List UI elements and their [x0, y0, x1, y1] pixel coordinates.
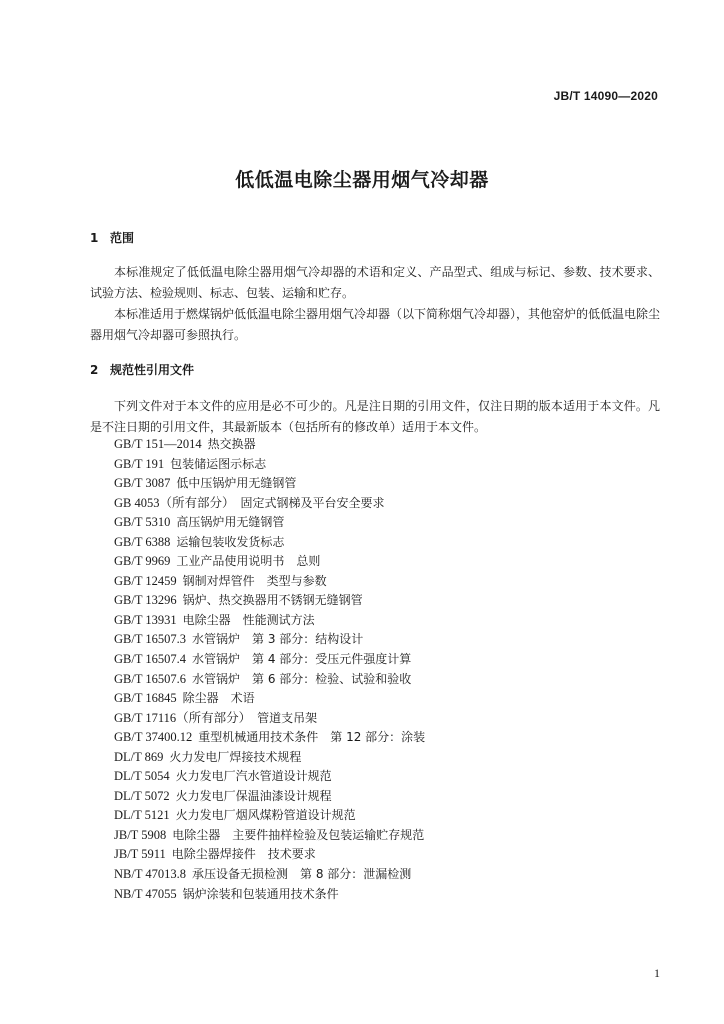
reference-name: 固定式钢梯及平台安全要求	[240, 495, 385, 510]
reference-code: DL/T 5121	[114, 808, 170, 823]
reference-name: 运输包装收发货标志	[176, 534, 285, 549]
reference-name: 重型机械通用技术条件 第 12 部分：涂装	[198, 730, 426, 745]
reference-item	[114, 728, 425, 748]
section-number: 1	[90, 231, 99, 245]
reference-item	[114, 826, 425, 846]
reference-item	[114, 865, 425, 885]
reference-name: 钢制对焊管件 类型与参数	[182, 573, 327, 588]
normative-references-list	[114, 435, 425, 904]
reference-item	[114, 787, 425, 807]
reference-name: 承压设备无损检测 第 8 部分：泄漏检测	[192, 867, 412, 882]
reference-item	[114, 591, 425, 611]
reference-name: 水管锅炉 第 3 部分：结构设计	[192, 632, 364, 647]
reference-item	[114, 885, 425, 905]
reference-item	[114, 513, 425, 533]
reference-name: 水管锅炉 第 6 部分：检验、试验和验收	[192, 671, 412, 686]
reference-code: GB/T 6388	[114, 534, 171, 549]
section-1-heading	[90, 229, 134, 246]
reference-code: GB/T 12459	[114, 573, 177, 588]
reference-code: GB/T 151—2014	[114, 437, 202, 451]
reference-item	[114, 552, 425, 572]
reference-item	[114, 650, 425, 670]
reference-name: 管道支吊架	[257, 710, 318, 725]
reference-item	[114, 806, 425, 826]
reference-code: NB/T 47013.8	[114, 867, 186, 882]
scope-paragraph-1: 本标准规定了低低温电除尘器用烟气冷却器的术语和定义、产品型式、组成与标记、参数、技术要求、试验方法、检验规则、标志、包装、运输和贮存。	[90, 265, 660, 300]
reference-name: 水管锅炉 第 4 部分：受压元件强度计算	[192, 652, 412, 667]
scope-paragraph-2: 本标准适用于燃煤锅炉低低温电除尘器用烟气冷却器（以下简称烟气冷却器），其他窑炉的低低温电除尘器用烟气冷却器可参照执行。	[90, 307, 661, 342]
reference-name: 低中压锅炉用无缝钢管	[176, 476, 297, 491]
reference-code: GB/T 16507.6	[114, 671, 186, 686]
reference-code: GB/T 16845	[114, 691, 177, 706]
reference-code: GB/T 5310	[114, 515, 171, 530]
reference-code: DL/T 869	[114, 749, 164, 764]
reference-item	[114, 670, 425, 690]
reference-code: NB/T 47055	[114, 886, 177, 901]
reference-item	[114, 767, 425, 787]
section-title: 范围	[110, 231, 135, 245]
reference-code: DL/T 5072	[114, 788, 170, 803]
reference-name: 锅炉、热交换器用不锈钢无缝钢管	[182, 593, 363, 608]
reference-item	[114, 709, 425, 729]
reference-name: 电除尘器 性能测试方法	[182, 612, 315, 627]
reference-item	[114, 630, 425, 650]
reference-name: 火力发电厂焊接技术规程	[169, 749, 302, 764]
section-number: 2	[90, 363, 99, 377]
reference-name: 锅炉涂装和包装通用技术条件	[182, 886, 339, 901]
reference-code: JB/T 5911	[114, 847, 166, 862]
reference-name: 工业产品使用说明书 总则	[176, 554, 321, 569]
reference-item	[114, 474, 425, 494]
reference-name: 热交换器	[207, 437, 256, 451]
reference-item	[114, 572, 425, 592]
reference-item	[114, 455, 425, 475]
reference-name: 除尘器 术语	[182, 691, 255, 706]
reference-name: 高压锅炉用无缝钢管	[176, 515, 285, 530]
reference-name: 包装储运图示标志	[170, 456, 267, 471]
standard-code: JB/T 14090—2020	[553, 89, 658, 103]
reference-code: GB/T 16507.3	[114, 632, 186, 647]
reference-item	[114, 689, 425, 709]
reference-item	[114, 845, 425, 865]
reference-item	[114, 435, 425, 455]
reference-item	[114, 611, 425, 631]
reference-name: 火力发电厂烟风煤粉管道设计规范	[175, 808, 356, 823]
reference-item	[114, 494, 425, 514]
reference-code: GB/T 13931	[114, 612, 177, 627]
reference-name: 电除尘器焊接件 技术要求	[171, 847, 316, 862]
reference-code: GB/T 9969	[114, 554, 171, 569]
reference-code: GB/T 17116（所有部分）	[114, 710, 252, 725]
reference-code: GB/T 37400.12	[114, 730, 193, 745]
reference-code: GB/T 16507.4	[114, 652, 186, 667]
reference-item	[114, 748, 425, 768]
section-2-heading	[90, 361, 194, 378]
reference-code: DL/T 5054	[114, 769, 170, 784]
reference-name: 火力发电厂汽水管道设计规范	[175, 769, 332, 784]
reference-code: GB/T 13296	[114, 593, 177, 608]
section-title: 规范性引用文件	[110, 363, 195, 377]
page-number: 1	[654, 966, 660, 980]
reference-name: 电除尘器 主要件抽样检验及包装运输贮存规范	[172, 827, 425, 842]
reference-name: 火力发电厂保温油漆设计规程	[175, 788, 332, 803]
reference-code: JB/T 5908	[114, 827, 167, 842]
reference-item	[114, 533, 425, 553]
reference-code: GB/T 191	[114, 456, 165, 471]
reference-code: GB 4053（所有部分）	[114, 495, 235, 510]
reference-code: GB/T 3087	[114, 476, 171, 491]
references-intro-paragraph: 下列文件对于本文件的应用是必不可少的。凡是注日期的引用文件，仅注日期的版本适用于本文件。凡是不注日期的引用文件，其最新版本（包括所有的修改单）适用于本文件。	[90, 399, 660, 434]
document-title: 低低温电除尘器用烟气冷却器	[235, 169, 489, 191]
